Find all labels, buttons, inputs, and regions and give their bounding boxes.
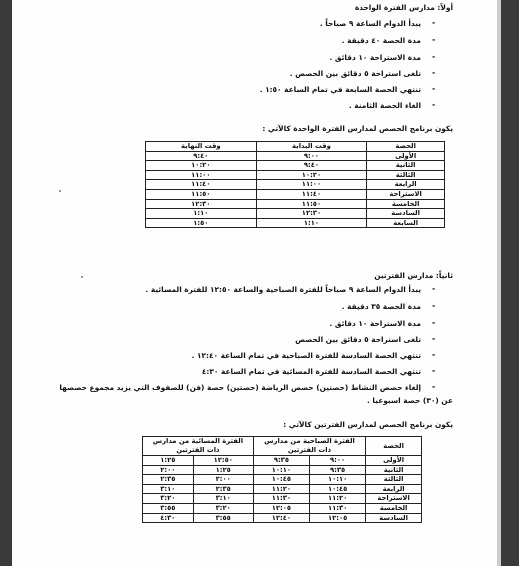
lesson-cell: الأولى [366,456,422,466]
bullet-mark: - [432,334,436,343]
evening-start-cell: ٣:٥٥ [193,513,253,523]
scan-speck [59,190,61,192]
s2-table-title: يكون برنامج الحصص لمدارس الفترتين كالآتي : [283,420,453,429]
morning-end-cell: ١٠:٤٥ [253,475,309,485]
morning-end-cell: ١١:٣٠ [253,494,309,504]
lesson-cell: السادسة [367,209,445,219]
start-time-cell: ١٠:٢٠ [256,170,367,180]
lesson-cell: السابعة [367,218,445,228]
morning-end-cell: ١٢:٠٥ [253,503,309,513]
evening-start-cell: ٢:٣٥ [193,484,253,494]
start-time-cell: ١١:٤٠ [256,189,367,199]
morning-start-cell: ١٢:٠٥ [310,513,366,523]
end-time-cell: ١١:٠٠ [146,170,257,180]
lesson-cell: الثانية [366,465,422,475]
lesson-cell: الخامسة [366,503,422,513]
table-row [146,180,445,190]
s1-bullet-1: يبدأ الدوام الساعة ٩ صباحاً . [319,19,421,28]
bullet-mark: - [432,100,436,109]
s1-bullet-4: تلغى استراحة ٥ دقائق بين الحصص . [289,69,421,78]
lesson-cell: السادسة [366,513,422,523]
s2-bullet-1: يبدأ الدوام الساعة ٩ صباحاً للفترة الصباحية والساعة ١٢:٥٠ للفترة المسائية . [145,285,421,294]
s2-schedule-table [142,436,422,523]
table-row [143,484,422,494]
lesson-cell: الأولى [367,151,445,161]
evening-start-cell: ٢:٠٠ [193,475,253,485]
evening-start-cell: ٣:١٠ [193,494,253,504]
page-edge [497,0,501,566]
col-lesson: الحصة [366,437,422,456]
s1-bullet-3: مدة الاستراحة ١٠ دقائق . [329,53,421,62]
lesson-cell: الرابعة [366,484,422,494]
start-time-cell: ١١:٠٠ [256,180,367,190]
morning-start-cell: ١١:٣٠ [310,503,366,513]
evening-end-cell: ٢:٣٥ [143,475,194,485]
lesson-cell: الثانية [367,161,445,171]
end-time-cell: ١٢:٣٠ [146,199,257,209]
end-time-cell: ١١:٤٠ [146,180,257,190]
end-time-cell: ٩:٤٠ [146,151,257,161]
evening-start-cell: ١:٢٥ [193,465,253,475]
bullet-mark: - [432,284,436,293]
evening-end-cell: ٣:٥٥ [143,503,194,513]
table-row [143,456,422,466]
s2-bullet-3: مدة الاستراحة ١٠ دقائق . [329,319,421,328]
bullet-mark: - [432,382,436,391]
evening-end-cell: ٤:٣٠ [143,513,194,523]
table-row [146,170,445,180]
morning-start-cell: ١١:٢٠ [310,494,366,504]
s1-schedule-table [145,141,445,228]
s1-bullet-6: الغاء الحصة الثامنة . [348,101,421,110]
morning-start-cell: ١٠:١٠ [310,475,366,485]
start-time-cell: ٩:٠٠ [256,151,367,161]
table-row [146,199,445,209]
bullet-mark: - [432,366,436,375]
s2-bullet-6: تنتهي الحصة السادسة للفترة المسائية في تمام الساعة ٤:٣٠ [201,367,421,376]
table-header-row [143,437,422,456]
morning-start-cell: ٩:٣٥ [310,465,366,475]
start-time-cell: ١٢:٣٠ [256,209,367,219]
start-time-cell: ١١:٥٠ [256,199,367,209]
evening-end-cell: ٣:١٠ [143,484,194,494]
s2-bullet-5: تنتهي الحصة السادسة للفترة الصباحية في تمام الساعة ١٢:٤٠ . [191,351,421,360]
table-row [143,494,422,504]
morning-end-cell: ٩:٣٥ [253,456,309,466]
end-time-cell: ١:٥٠ [146,218,257,228]
morning-end-cell: ١٢:٤٠ [253,513,309,523]
evening-end-cell: ١:٢٥ [143,456,194,466]
morning-end-cell: ١١:٢٠ [253,484,309,494]
scan-speck [81,276,83,278]
table-row [146,161,445,171]
document-page [12,0,501,566]
lesson-cell: الثالثة [366,475,422,485]
table-row [143,475,422,485]
col-start: وقت البداية [256,142,367,152]
morning-end-cell: ١٠:١٠ [253,465,309,475]
lesson-cell: الاستراحة [366,494,422,504]
lesson-cell: الاستراحة [367,189,445,199]
start-time-cell: ١:١٠ [256,218,367,228]
morning-start-cell: ٩:٠٠ [310,456,366,466]
lesson-cell: الرابعة [367,180,445,190]
bullet-mark: - [432,301,436,310]
bullet-mark: - [432,84,436,93]
morning-start-cell: ١٠:٤٥ [310,484,366,494]
end-time-cell: ١١:٥٠ [146,189,257,199]
table-row [146,151,445,161]
lesson-cell: الثالثة [367,170,445,180]
s1-table-title: يكون برنامج الحصص لمدارس الفترة الواحدة كالآتي : [262,124,453,133]
bullet-mark: - [432,350,436,359]
col-evening: الفترة المسائية من مدارس ذات الفترتين [143,437,254,456]
s2-bullet-7: إلغاء حصص النشاط (حصتين) حصص الرياضة (حصتين) حصة (فن) للصفوف التي يزيد مجموع حصصها [59,383,421,392]
table-row [143,503,422,513]
col-lesson: الحصة [367,142,445,152]
s1-bullet-5: تنتهي الحصة السابعة في تمام الساعة ١:٥٠ . [259,85,421,94]
end-time-cell: ١:١٠ [146,209,257,219]
evening-end-cell: ٣:٢٠ [143,494,194,504]
table-header-row [146,142,445,152]
s2-bullet-2: مدة الحصة ٣٥ دقيقة . [341,302,421,311]
bullet-mark: - [432,68,436,77]
section1-heading: أولاً: مدارس الفترة الواحدة [354,3,453,12]
s2-bullet-4: تلغى استراحة ٥ دقائق بين الحصص [295,335,421,344]
section2-heading: ثانياً: مدارس الفترتين [374,271,453,280]
table-row [143,465,422,475]
table-row [146,218,445,228]
lesson-cell: الخامسة [367,199,445,209]
bullet-mark: - [432,18,436,27]
table-row [146,189,445,199]
s1-bullet-2: مدة الحصة ٤٠ دقيقة . [341,36,421,45]
s2-continuation: عن (٣٠) حصة اسبوعيا . [367,396,453,405]
evening-end-cell: ٢:٠٠ [143,465,194,475]
evening-start-cell: ٣:٢٠ [193,503,253,513]
table-row [146,209,445,219]
end-time-cell: ١٠:٢٠ [146,161,257,171]
evening-start-cell: ١٢:٥٠ [193,456,253,466]
bullet-mark: - [432,52,436,61]
col-morning: الفترة الصباحية من مدارس ذات الفترتين [253,437,365,456]
table-row [143,513,422,523]
col-end: وقت النهاية [146,142,257,152]
bullet-mark: - [432,35,436,44]
start-time-cell: ٩:٤٠ [256,161,367,171]
bullet-mark: - [432,318,436,327]
